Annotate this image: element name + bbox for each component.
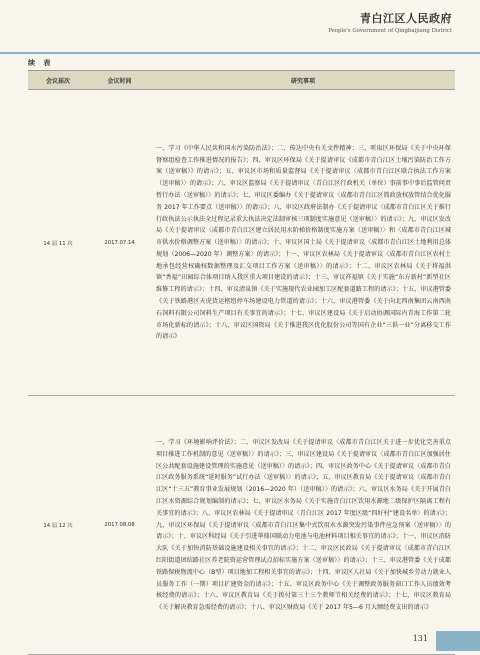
header-title: 青白江区人民政府: [360, 12, 452, 25]
column-header-time: 会议时间: [88, 71, 151, 90]
items-cell: 一、学习《中华人民共和国水污染防治法》；二、传达中央有关文件精神；三、听取区环保局《关于中央环保督察组检查工作推进情况的报告》；四、审议区环保局《关于提请审议《成都市青白江区土壤污染防治工作方案（送审稿）》的请示》；五、审议区市场和质量监督局《关于提请审议〈成都市青白江区联合执法工作方案（送审稿）〉的请示》；六、审议区监察局《关于提请审议〈青白江区行政机关（单位）事前事中事后监管问责暂行办法（送审稿）〉的请示》；七、审议区委编办《关于提请审议〈成都市青白江区简政放权放管结合优化服务 2017 年工作要点（送审稿）〉的请示》；八、审议区政府法制办《关于提请审议〈成都市青白江区关于推行行政执法公示执法全过程记录重大执法决定法制审核三项制度实施意见（送审稿）〉的请示》；九、审议区发改局《关于提请审议〈成都市青白江区建立居民用水阶梯价格制度实施方案（送审稿）〉和〈成都市青白江区城市供水价格调整方案（送审稿）〉的请示》；十、审议区国土局《关于提请审议〈成都市青白江区土地利用总体规划（2006—2020 年）调整方案〉的请示》；十一、审议区农林局《关于提请审议〈成都市青白江区农村土地承包经营权确权数据整理及汇交项目工作方案（送审稿）〉的请示》；十二、审议区农林局《关于将福洪镇“香福”田园综合体项目纳入我区重大项目建设的请示》；十三、审议祥福镇《关于实施“东方新村”新型社区维修工程的请示》；十四、审议清泉镇《关于实施现代农业园加工区配套道路工程的请示》；十五、审议港管委《关于铁路港区天虎货运枢纽停车场建设电力管道的请示》；十六、审议港管委《关于向北西南集团云南西南石饲料有限公司饲料生产项目有关事宜的请示》；十七、审议区建设局《关于启动协调国际内青海工作第二轮市场化新标的请示》；十八、审议区国资局《关于推进我区优化股份公司等国有企业“三供一业”分离移交工作的请示》: [151, 90, 455, 396]
header-divider: [0, 52, 480, 54]
date-cell: 2017.07.14: [88, 90, 151, 396]
table-header-row: [28, 71, 455, 90]
footer-accent-bar: [436, 631, 480, 651]
continued-label: 续 表: [28, 59, 54, 67]
table-row: [28, 396, 455, 655]
meeting-table: [28, 70, 455, 655]
session-cell: 14 届 12 次: [28, 396, 88, 655]
session-cell: 14 届 11 次: [28, 90, 88, 396]
page-header: [328, 10, 452, 34]
items-cell: 一、学习《环境影响评价法》；二、审议区发改局《关于提请审议〈成都市青白江区关于进一步优化完善重点项目推进工作机制的意见（送审稿）〉的请示》；三、审议区建设局《关于提请审议〈成都市青白江区加强居住区公共配套设施建设管理的实施意见（送审稿）〉的请示》；四、审议区政务中心《关于提请审议〈成都市青白江区政务服务系统“延时服务”试行办法（送审稿）〉的请示》；五、审议区教育局《关于提请审议〈成都市青白江区“十三五”教育事业发展规划（2016—2020 年）（送审稿）〉的请示》；六、审议区水务局《关于开展青白江区水资源综合规划编制的请示》；七、审议区水务局《关于实施青白江区饮用水源地二级保护区隔离工程有关事宜的请示》；八、审议区农林局《关于提请审议〈青白江区 2017 年度区级“四好村”建设名单〉的请示》；九、审议区环保局《关于提请审议〈成都市青白江区集中式饮用水水源突发污染事件应急预案（送审稿）〉的请示》；十、审议区科经局《关于引进华鼎国联动力电池与电池材料项目相关事宜的请示》；十一、审议区消防大队《关于加快消防基础设施建设相关事宜的请示》；十二、审议区民政局《关于提请审议〈成都市青白江区红阳街道团结路社区养老院资运营管理试点招标实施方案（送审稿）〉的请示》；十三、审议港管委《关于成都铁路保税物流中心（B型）项目地加工程相关事宜的请示》；十四、审议区人社局《关于加快城乡劳动力就业人员服务工作（一期）项目扩建资金的请示》；十五、审议区政务中心《关于调整政务服务窗口工作人员绩效考核经费的请示》；十六、审议区教育局《关于拨付第三十三个教师节相关经费的请示》；十七、审议区教育局《关于解决教育急需经费的请示》；十八、审议区财政局《关于 2017 年5—6 月大额经费支出的请示》: [151, 396, 455, 655]
header-subtitle: People's Government of Qingbaijiang District: [328, 28, 452, 34]
column-header-items: 研究事项: [151, 71, 455, 90]
date-cell: 2017.08.08: [88, 396, 151, 655]
page-number: 131: [412, 634, 428, 643]
table-row: [28, 90, 455, 396]
column-header-session: 会议届次: [28, 71, 88, 90]
